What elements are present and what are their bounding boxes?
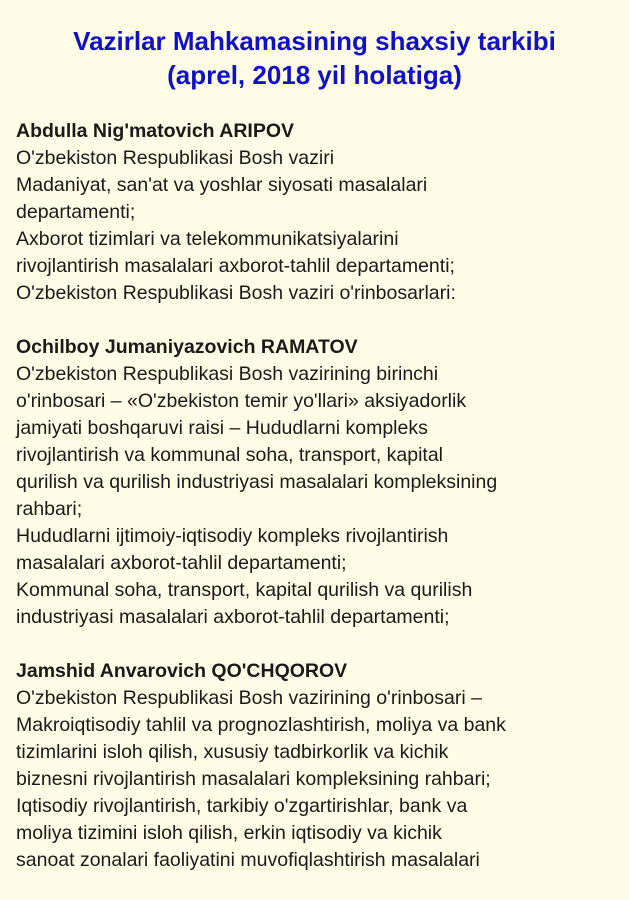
member-position-line: tizimlarini isloh qilish, xususiy tadbirkorlik va kichik xyxy=(16,741,449,763)
title-line-1: Vazirlar Mahkamasining shaxsiy tarkibi xyxy=(73,26,556,56)
member-position-line: masalalari axborot-tahlil departamenti; xyxy=(16,552,347,574)
members-list xyxy=(0,92,629,874)
member-entry xyxy=(16,334,617,631)
member-position-line: Madaniyat, san'at va yoshlar siyosati masalalari xyxy=(16,174,428,196)
member-position-line: rivojlantirish masalalari axborot-tahlil departamenti; xyxy=(16,255,455,277)
member-position-line: rahbari; xyxy=(16,498,83,520)
member-entry xyxy=(16,658,617,874)
member-position-line: departamenti; xyxy=(16,201,136,223)
member-position-line: biznesni rivojlantirish masalalari kompleksining rahbari; xyxy=(16,768,491,790)
member-position-line: O'zbekiston Respublikasi Bosh vaziri xyxy=(16,147,335,169)
member-position-line: rivojlantirish va kommunal soha, transport, kapital xyxy=(16,444,444,466)
member-position-line: o'rinbosari – «O'zbekiston temir yo'llari» aksiyadorlik xyxy=(16,390,467,412)
member-name: Abdulla Nig'matovich ARIPOV xyxy=(16,120,295,142)
member-name: Jamshid Anvarovich QO'CHQOROV xyxy=(16,660,348,682)
member-position-line: O'zbekiston Respublikasi Bosh vazirining birinchi xyxy=(16,363,439,385)
title-line-2: (aprel, 2018 yil holatiga) xyxy=(167,60,462,90)
member-name: Ochilboy Jumaniyazovich RAMATOV xyxy=(16,336,358,358)
member-entry xyxy=(16,118,617,307)
member-position-line: Axborot tizimlari va telekommunikatsiyalarini xyxy=(16,228,399,250)
member-position-line: jamiyati boshqaruvi raisi – Hududlarni kompleks xyxy=(16,417,428,439)
page-title xyxy=(0,0,629,92)
member-position-line: O'zbekiston Respublikasi Bosh vaziri o'rinbosarlari: xyxy=(16,282,456,304)
member-position-line: Makroiqtisodiy tahlil va prognozlashtirish, moliya va bank xyxy=(16,714,506,736)
member-position-line: sanoat zonalari faoliyatini muvofiqlashtirish masalalari xyxy=(16,849,480,871)
member-position-line: Kommunal soha, transport, kapital qurilish va qurilish xyxy=(16,579,473,601)
member-position-line: industriyasi masalalari axborot-tahlil departamenti; xyxy=(16,606,450,628)
member-position-line: Hududlarni ijtimoiy-iqtisodiy kompleks rivojlantirish xyxy=(16,525,449,547)
member-position-line: moliya tizimini isloh qilish, erkin iqtisodiy va kichik xyxy=(16,822,442,844)
member-position-line: Iqtisodiy rivojlantirish, tarkibiy o'zgartirishlar, bank va xyxy=(16,795,468,817)
member-position-line: O'zbekiston Respublikasi Bosh vazirining o'rinbosari – xyxy=(16,687,482,709)
member-position-line: qurilish va qurilish industriyasi masalalari kompleksining xyxy=(16,471,498,493)
